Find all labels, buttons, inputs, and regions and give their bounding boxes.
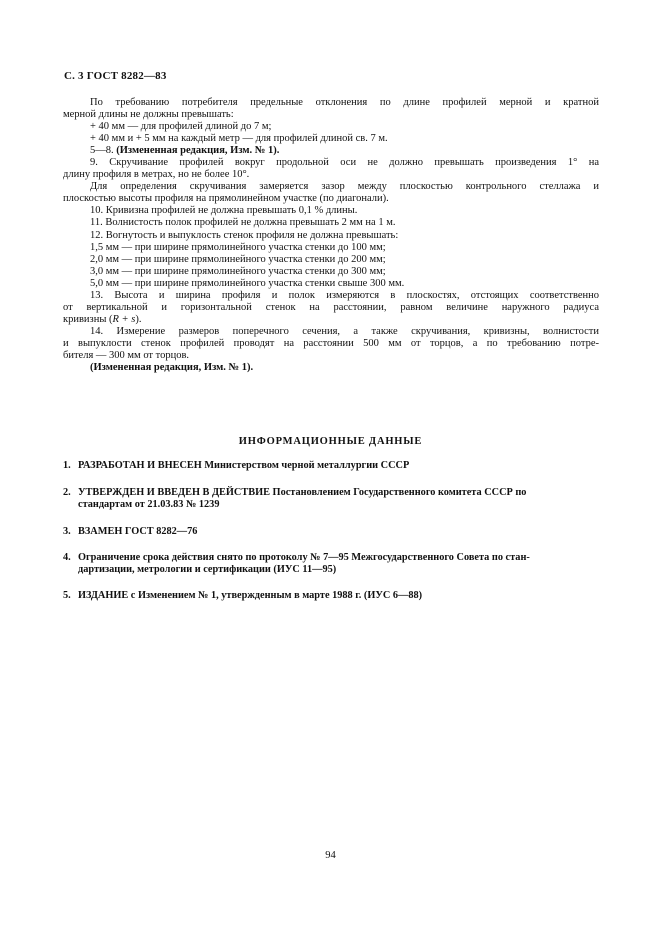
- info-item: [63, 460, 601, 472]
- info-item-number: 2.: [63, 487, 71, 498]
- info-section-title: ИНФОРМАЦИОННЫЕ ДАННЫЕ: [238, 436, 423, 447]
- info-item-text: дартизации, метрологии и сертификации (ИУС 11—95): [78, 564, 337, 576]
- paragraph: 1,5 мм — при ширине прямолинейного участка стенки до 100 мм;: [90, 241, 386, 253]
- paragraph: [63, 145, 599, 157]
- amendment-note: (Измененная редакция, Изм. № 1).: [116, 145, 280, 157]
- info-item: [63, 590, 601, 602]
- formula: R + s: [112, 313, 136, 325]
- text-fragment: кривизны (: [63, 313, 113, 325]
- paragraph: 12. Вогнутость и выпуклость стенок профиля не должна превышать:: [90, 229, 399, 241]
- paragraph-line: от вертикальной и горизонтальной стенок на расстоянии, равном величине наружного радиуса: [63, 301, 599, 313]
- info-item-text: стандартам от 21.03.83 № 1239: [78, 499, 220, 511]
- info-item: [63, 526, 601, 538]
- paragraph-line: [63, 314, 599, 326]
- paragraph-line: 13. Высота и ширина профиля и полок измеряются в плоскостях, отстоящих соответственно: [90, 289, 599, 301]
- info-item-text: ВЗАМЕН ГОСТ 8282—76: [78, 526, 198, 537]
- info-item-number: 5.: [63, 590, 71, 601]
- paragraph-line: 9. Скручивание профилей вокруг продольной оси не должно превышать произведения 1° на: [90, 157, 599, 169]
- body-text: [63, 97, 599, 374]
- paragraph-line: плоскостью высоты профиля на прямолинейном участке (по диагонали).: [63, 193, 389, 205]
- paragraph-line: мерной длины не должны превышать:: [63, 109, 234, 121]
- info-item-number: 3.: [63, 526, 71, 537]
- info-item-text: ИЗДАНИЕ с Изменением № 1, утвержденным в марте 1988 г. (ИУС 6—88): [78, 590, 423, 601]
- page-number: 94: [325, 850, 336, 861]
- paragraph: + 40 мм и + 5 мм на каждый метр — для профилей длиной св. 7 м.: [90, 133, 388, 145]
- info-item-text: Ограничение срока действия снято по протоколу № 7—95 Межгосударственного Совета по стан-: [78, 552, 530, 563]
- info-item-text: УТВЕРЖДЕН И ВВЕДЕН В ДЕЙСТВИЕ Постановлением Государственного комитета СССР по: [78, 487, 527, 498]
- paragraph-line: бителя — 300 мм от торцов.: [63, 349, 190, 361]
- info-item: [63, 552, 601, 576]
- text-fragment: ).: [135, 313, 142, 325]
- paragraph-line: По требованию потребителя предельные отклонения по длине профилей мерной и кратной: [90, 97, 599, 108]
- paragraph: + 40 мм — для профилей длиной до 7 м;: [90, 121, 272, 133]
- paragraph: 5,0 мм — при ширине прямолинейного участка стенки свыше 300 мм.: [90, 277, 405, 289]
- paragraph: 2,0 мм — при ширине прямолинейного участка стенки до 200 мм;: [90, 253, 386, 265]
- page-header: С. 3 ГОСТ 8282—83: [64, 70, 167, 82]
- paragraph-line: Для определения скручивания замеряется зазор между плоскостью контрольного стеллажа и: [90, 181, 599, 193]
- info-item-text: РАЗРАБОТАН И ВНЕСЕН Министерством черной металлургии СССР: [78, 460, 410, 471]
- paragraph-line: 14. Измерение размеров поперечного сечения, а также скручивания, кривизны, волнистости: [90, 325, 599, 337]
- paragraph-line: длину профиля в метрах, но не более 10°.: [63, 169, 250, 181]
- info-item-number: 1.: [63, 460, 71, 471]
- amendment-note: (Измененная редакция, Изм. № 1).: [90, 362, 254, 374]
- paragraph: 11. Волнистость полок профилей не должна превышать 2 мм на 1 м.: [90, 217, 396, 229]
- paragraph: 10. Кривизна профилей не должна превышать 0,1 % длины.: [90, 205, 358, 217]
- paragraph: 3,0 мм — при ширине прямолинейного участка стенки до 300 мм;: [90, 265, 386, 277]
- clause-number: 5—8.: [90, 145, 114, 157]
- info-item-number: 4.: [63, 552, 71, 563]
- info-item: [63, 487, 601, 511]
- paragraph-line: и выпуклости стенок профилей проводят на расстоянии 500 мм от торцов, а по требованию потре-: [63, 337, 599, 349]
